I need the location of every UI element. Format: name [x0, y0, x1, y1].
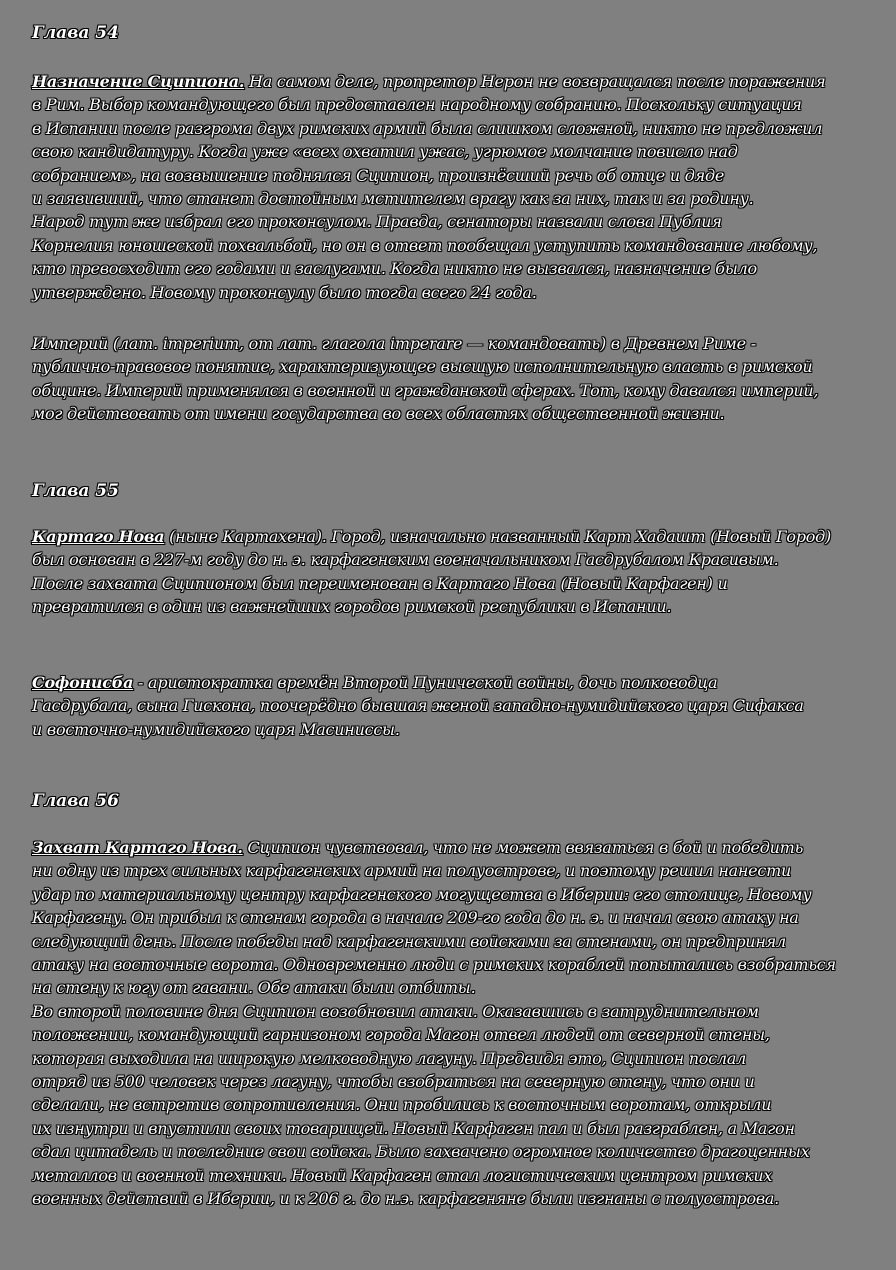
sophonisba-term: Софонисба: [32, 673, 134, 692]
imperium-paragraph: [32, 332, 862, 426]
capture-paragraph: [32, 836, 862, 1211]
capture-line-5: атаку на восточные ворота. Одновременно люди с римских кораблей попытались взобраться: [32, 955, 836, 975]
capture-line-12: их изнутри и впустили своих товарищей. Новый Карфаген пал и был разграблен, а Магон: [32, 1118, 795, 1138]
sophonisba-line-0-text: - аристократка времён Второй Пунической войны, дочь полководца: [133, 673, 718, 692]
capture-line-2: удар по материальному центру карфагенского могущества в Иберии: его столице, Новому: [32, 884, 812, 904]
chapter-55-heading: Глава 55: [32, 481, 119, 501]
carthago-line-3: превратился в один из важнейших городов римской республики в Испании.: [32, 597, 672, 617]
scipio-line-4: собранием», на возвышение поднялся Сципион, произнёсший речь об отце и дяде: [32, 165, 725, 185]
scipio-term: Назначение Сципиона.: [32, 72, 245, 91]
capture-line-0: [32, 836, 862, 859]
capture-line-10: отряд из 500 человек через лагуну, чтобы взобраться на северную стену, что они и: [32, 1072, 755, 1092]
scipio-line-9: утверждено. Новому проконсулу было тогда всего 24 года.: [32, 282, 537, 302]
capture-line-1: ни одну из трех сильных карфагенских армий на полуострове, и поэтому решил нанести: [32, 861, 792, 881]
scipio-line-0-text: На самом деле, пропретор Нерон не возвращался после поражения: [244, 72, 826, 91]
carthago-line-1: был основан в 227-м году до н. э. карфагенским военачальником Гасдрубалом Красивым.: [32, 550, 779, 570]
chapter-55-heading-block: [32, 480, 862, 502]
capture-line-7: Во второй половине дня Сципион возобновил атаки. Оказавшись в затруднительном: [32, 1001, 759, 1021]
chapter-56-heading: Глава 56: [32, 791, 119, 811]
sophonisba-paragraph: [32, 671, 862, 741]
imperium-line-3: мог действовать от имени государства во всех областях общественной жизни.: [32, 404, 725, 424]
carthago-line-0: [32, 525, 862, 548]
scipio-line-8: кто превосходит его годами и заслугами. Когда никто не вызвался, назначение было: [32, 259, 757, 279]
imperium-line-0: Империй (лат. imperium, от лат. глагола imperare — командовать) в Древнем Риме -: [32, 334, 756, 353]
scipio-line-3: свою кандидатуру. Когда уже «всех охватил ужас, угрюмое молчание повисло над: [32, 142, 738, 162]
chapter-54-heading-block: [32, 22, 862, 44]
capture-term: Захват Картаго Нова.: [32, 838, 243, 857]
scipio-line-7: Корнелия юношеской похвальбой, но он в ответ пообещал уступить командование любому,: [32, 235, 818, 255]
carthago-line-2: После захвата Сципионом был переименован в Картаго Нова (Новый Карфаген) и: [32, 573, 728, 593]
capture-line-13: сдал цитадель и последние свои войска. Было захвачено огромное количество драгоценных: [32, 1142, 810, 1162]
carthago-nova-paragraph: [32, 525, 862, 619]
sophonisba-line-1: Гасдрубала, сына Гискона, поочерёдно бывшая женой западно-нумидийского царя Сифакса: [32, 696, 804, 716]
sophonisba-line-2: и восточно-нумидийского царя Масиниссы.: [32, 719, 400, 739]
scipio-line-6: Народ тут же избрал его проконсулом. Правда, сенаторы назвали слова Публия: [32, 212, 722, 232]
scipio-line-2: в Испании после разгрома двух римских армий была слишком сложной, никто не предложил: [32, 118, 823, 138]
capture-line-9: которая выходила на широкую мелководную лагуну. Предвидя это, Сципион послал: [32, 1048, 747, 1068]
carthago-term: Картаго Нова: [32, 527, 165, 546]
capture-line-11: сделали, не встретив сопротивления. Они пробились к восточным воротам, открыли: [32, 1095, 772, 1115]
scipio-line-0: [32, 70, 862, 93]
capture-line-14: металлов и военной техники. Новый Карфаген стал логистическим центром римских: [32, 1165, 773, 1185]
capture-line-6: на стену к югу от гавани. Обе атаки были отбиты.: [32, 978, 476, 998]
capture-line-8: положении, командующий гарнизоном города Магон отвел людей от северной стены,: [32, 1025, 770, 1045]
sophonisba-line-0: [32, 671, 862, 694]
scipio-appointment-paragraph: [32, 70, 862, 304]
capture-line-0-text: Сципион чувствовал, что не может ввязаться в бой и победить: [242, 838, 804, 857]
capture-line-3: Карфагену. Он прибыл к стенам города в начале 209-го года до н. э. и начал свою атаку на: [32, 908, 799, 928]
scipio-line-1: в Рим. Выбор командующего был предоставлен народному собранию. Поскольку ситуация: [32, 95, 802, 115]
chapter-54-heading: Глава 54: [32, 23, 119, 43]
imperium-line-1: публично-правовое понятие, характеризующее высшую исполнительную власть в римской: [32, 357, 813, 377]
carthago-line-0-text: (ныне Картахена). Город, изначально названный Карт Хадашт (Новый Город): [164, 527, 831, 546]
imperium-line-2: общине. Империй применялся в военной и гражданской сферах. Тот, кому давался империй,: [32, 380, 819, 400]
scipio-line-5: и заявивший, что станет достойным мстителем врагу как за них, так и за родину.: [32, 189, 754, 209]
capture-line-15: военных действий в Иберии, и к 206 г. до н.э. карфагеняне были изгнаны с полуострова.: [32, 1189, 780, 1209]
chapter-56-heading-block: [32, 790, 862, 812]
capture-line-4: следующий день. После победы над карфагенскими войсками за стенами, он предпринял: [32, 931, 786, 951]
